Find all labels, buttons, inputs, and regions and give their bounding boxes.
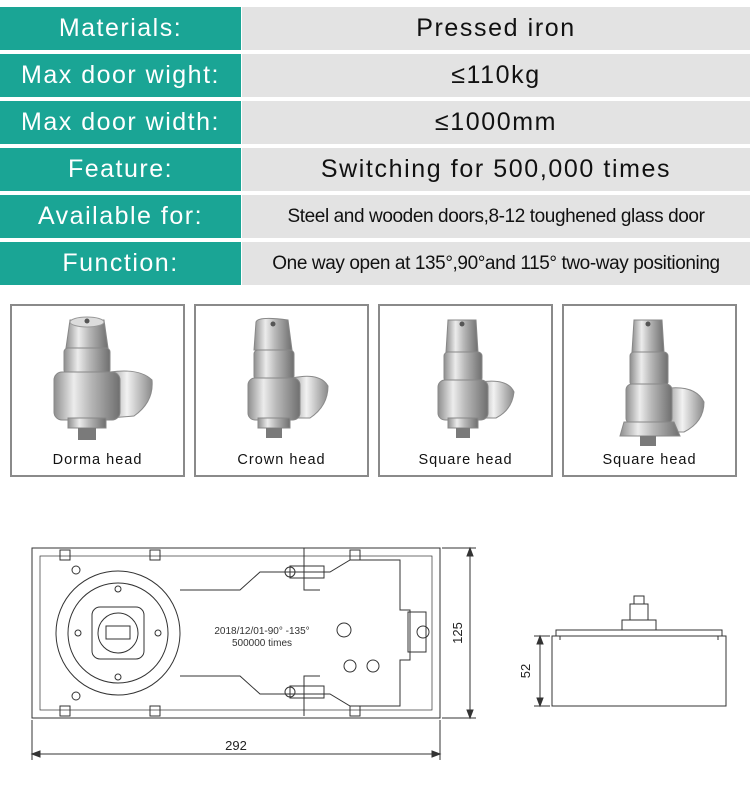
spec-value: Switching for 500,000 times: [242, 148, 750, 191]
engraving-line2: 500000 times: [231, 638, 293, 649]
spec-row-materials: [0, 7, 750, 50]
spec-label: Function:: [0, 242, 241, 285]
square-head-image: [380, 306, 551, 475]
spec-value: ≤1000mm: [242, 101, 750, 144]
head-card-square-2: [562, 304, 737, 477]
spec-value: One way open at 135°,90°and 115° two-way positioning: [242, 242, 750, 285]
spec-value: Pressed iron: [242, 7, 750, 50]
spec-value: Steel and wooden doors,8-12 toughened glass door: [242, 195, 750, 238]
square-head-image: [564, 306, 735, 475]
side-view: [552, 596, 726, 706]
spec-label: Available for:: [0, 195, 241, 238]
spec-label: Max door wight:: [0, 54, 241, 97]
spec-row-max-door-weight: [0, 54, 750, 97]
head-card-crown: [194, 304, 369, 477]
technical-drawing: [0, 520, 750, 780]
spec-row-available-for: [0, 195, 750, 238]
head-caption: Square head: [418, 452, 513, 468]
head-card-square-1: [378, 304, 553, 477]
spec-row-function: [0, 242, 750, 285]
spec-label: Max door width:: [0, 101, 241, 144]
spec-label: Materials:: [0, 7, 241, 50]
head-card-dorma: [10, 304, 185, 477]
dimension-height: [534, 636, 550, 706]
head-caption: Crown head: [237, 452, 326, 468]
dim-height-label: 52: [518, 663, 533, 679]
head-caption: Dorma head: [52, 452, 143, 468]
spec-label: Feature:: [0, 148, 241, 191]
dim-width-label: 125: [450, 622, 465, 644]
spec-value: ≤110kg: [242, 54, 750, 97]
dorma-head-image: [12, 306, 183, 475]
spec-row-max-door-width: [0, 101, 750, 144]
engraving-line1: 2018/12/01-90° -135°: [214, 626, 310, 637]
head-caption: Square head: [602, 452, 697, 468]
spec-row-feature: [0, 148, 750, 191]
crown-head-image: [196, 306, 367, 475]
dim-length-label: 292: [225, 738, 247, 753]
